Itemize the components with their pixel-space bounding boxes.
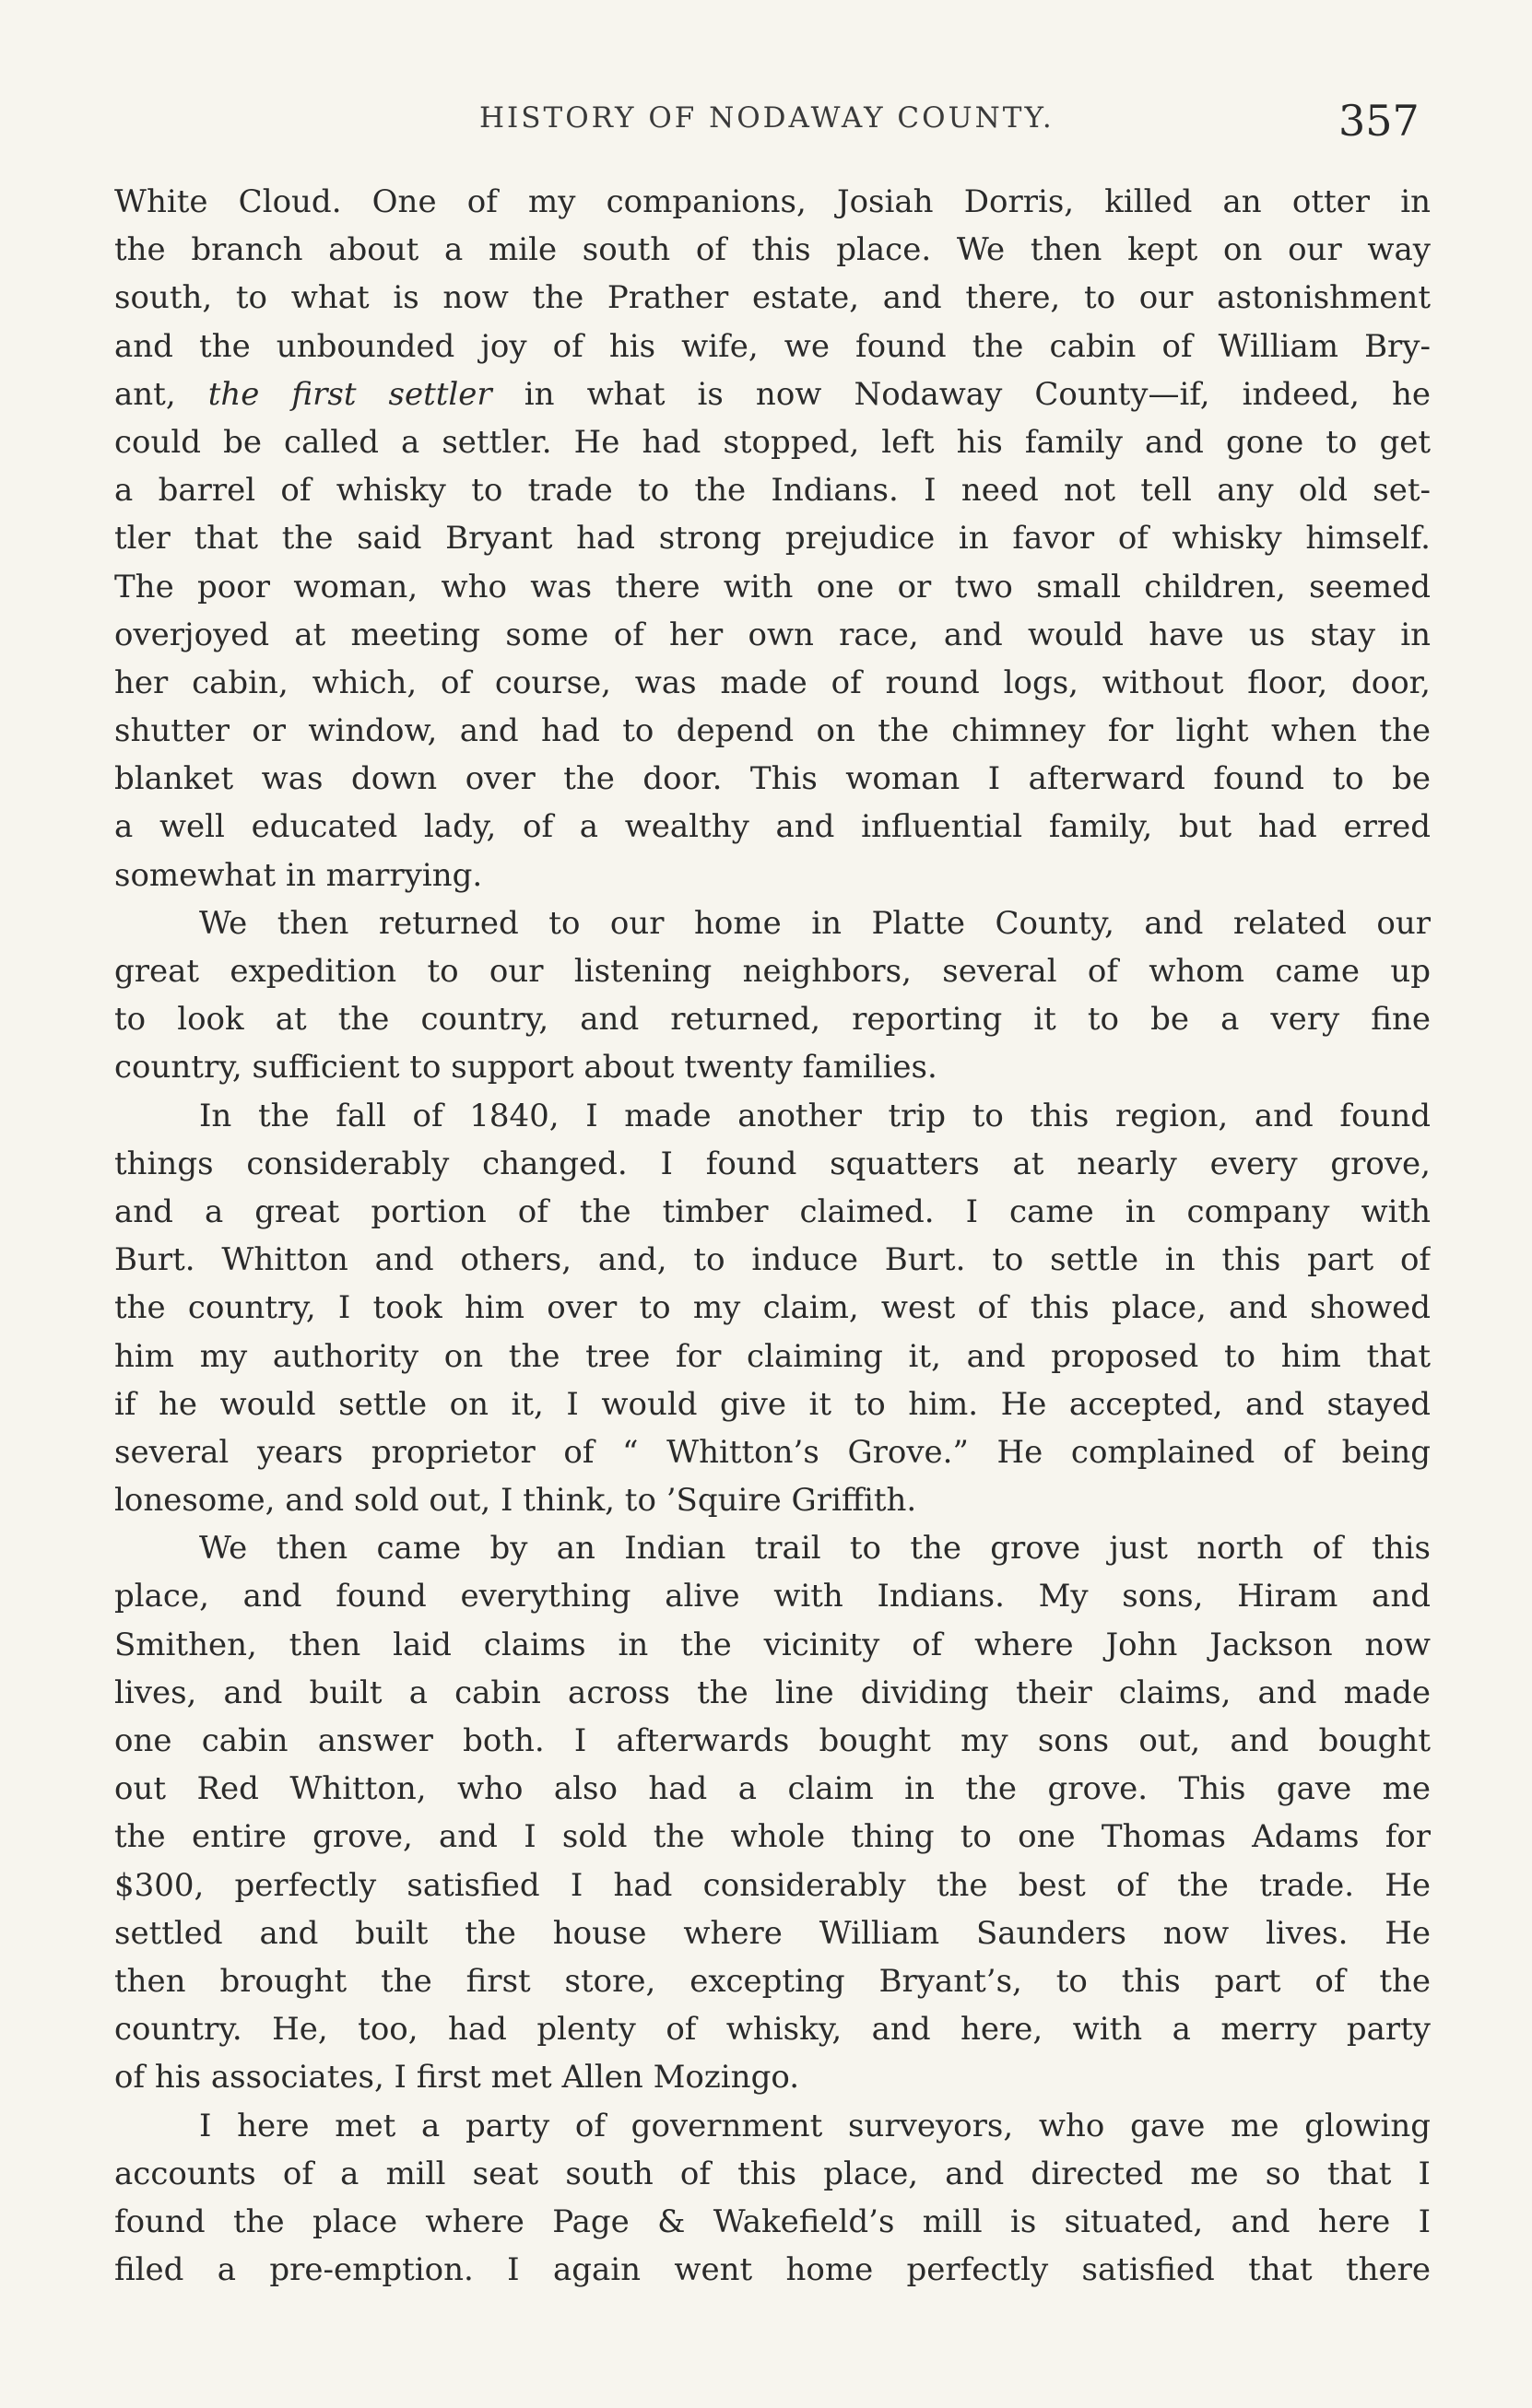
text-line: out Red Whitton, who also had a claim in the grove. This gave me <box>114 1770 1431 1808</box>
text-line: We then returned to our home in Platte County, and related our <box>199 904 1431 942</box>
text-line: several years proprietor of “ Whitton’s Grove.” He complained of being <box>114 1433 1431 1471</box>
text-line: could be called a settler. He had stopped, left his family and gone to get <box>114 423 1431 461</box>
text-line: if he would settle on it, I would give it to him. He accepted, and stayed <box>114 1385 1431 1423</box>
text-line: a barrel of whisky to trade to the Indians. I need not tell any old set- <box>114 472 1431 510</box>
text-line: then brought the first store, excepting Bryant’s, to this part of the <box>114 1962 1431 2000</box>
text-line: lives, and built a cabin across the line dividing their claims, and made <box>114 1674 1431 1711</box>
text-line: settled and built the house where William Saunders now lives. He <box>114 1914 1431 1952</box>
text-line: We then came by an Indian trail to the grove just north of this <box>199 1530 1431 1568</box>
page-header-title: HISTORY OF NODAWAY COUNTY. <box>479 101 1055 135</box>
text-line: tler that the said Bryant had strong prejudice in favor of whisky himself. <box>114 520 1431 558</box>
text-line: the entire grove, and I sold the whole thing to one Thomas Adams for <box>114 1818 1431 1856</box>
text-line: him my authority on the tree for claiming it, and proposed to him that <box>114 1337 1431 1375</box>
text-line: and the unbounded joy of his wife, we found the cabin of William Bry- <box>114 327 1431 365</box>
text-line: one cabin answer both. I afterwards bought my sons out, and bought <box>114 1722 1431 1759</box>
text-line: a well educated lady, of a wealthy and influential family, but had erred <box>114 808 1431 846</box>
text-line: filed a pre-emption. I again went home perfectly satisfied that there <box>114 2251 1431 2289</box>
italic-emphasis: the first settler <box>207 375 492 413</box>
text-line: overjoyed at meeting some of her own race, and would have us stay in <box>114 616 1431 653</box>
text-line: somewhat in marrying. <box>114 856 483 894</box>
text-line: to look at the country, and returned, reporting it to be a very fine <box>114 1001 1431 1039</box>
text-line: accounts of a mill seat south of this place, and directed me so that I <box>114 2155 1431 2192</box>
text-line: Smithen, then laid claims in the vicinity of where John Jackson now <box>114 1626 1431 1663</box>
text-line: I here met a party of government surveyors, who gave me glowing <box>199 2107 1431 2144</box>
body-text <box>114 178 1431 2294</box>
text-line: $300, perfectly satisfied I had considerably the best of the trade. He <box>114 1866 1431 1904</box>
text-line: south, to what is now the Prather estate, and there, to our astonishment <box>114 279 1431 317</box>
text-line: and a great portion of the timber claimed. I came in company with <box>114 1192 1431 1230</box>
text-line: great expedition to our listening neighbors, several of whom came up <box>114 953 1431 990</box>
text-line: things considerably changed. I found squatters at nearly every grove, <box>114 1145 1431 1182</box>
text-line: country, sufficient to support about twenty families. <box>114 1049 937 1087</box>
text-line: the branch about a mile south of this place. We then kept on our way <box>114 231 1431 269</box>
text-segment: in what is now Nodaway County—if, indeed, he <box>524 375 1431 413</box>
text-line: found the place where Page & Wakefield’s mill is situated, and here I <box>114 2202 1431 2240</box>
text-line: blanket was down over the door. This woman I afterward found to be <box>114 760 1431 798</box>
text-line: In the fall of 1840, I made another trip to this region, and found <box>199 1097 1431 1134</box>
text-line: White Cloud. One of my companions, Josiah Dorris, killed an otter in <box>114 183 1431 220</box>
text-line: place, and found everything alive with Indians. My sons, Hiram and <box>114 1578 1431 1615</box>
text-line <box>114 370 1431 418</box>
text-line: her cabin, which, of course, was made of round logs, without floor, door, <box>114 664 1431 701</box>
text-line: country. He, too, had plenty of whisky, and here, with a merry party <box>114 2011 1431 2049</box>
page-number: 357 <box>1338 96 1420 146</box>
text-line: lonesome, and sold out, I think, to ’Squire Griffith. <box>114 1482 917 1520</box>
text-line: of his associates, I first met Allen Mozingo. <box>114 2059 800 2097</box>
text-line: The poor woman, who was there with one or two small children, seemed <box>114 568 1431 605</box>
text-line: shutter or window, and had to depend on the chimney for light when the <box>114 712 1431 750</box>
text-segment: ant, <box>114 375 176 413</box>
running-head <box>0 96 1532 151</box>
text-line: the country, I took him over to my claim, west of this place, and showed <box>114 1289 1431 1327</box>
text-line: Burt. Whitton and others, and, to induce Burt. to settle in this part of <box>114 1241 1431 1279</box>
